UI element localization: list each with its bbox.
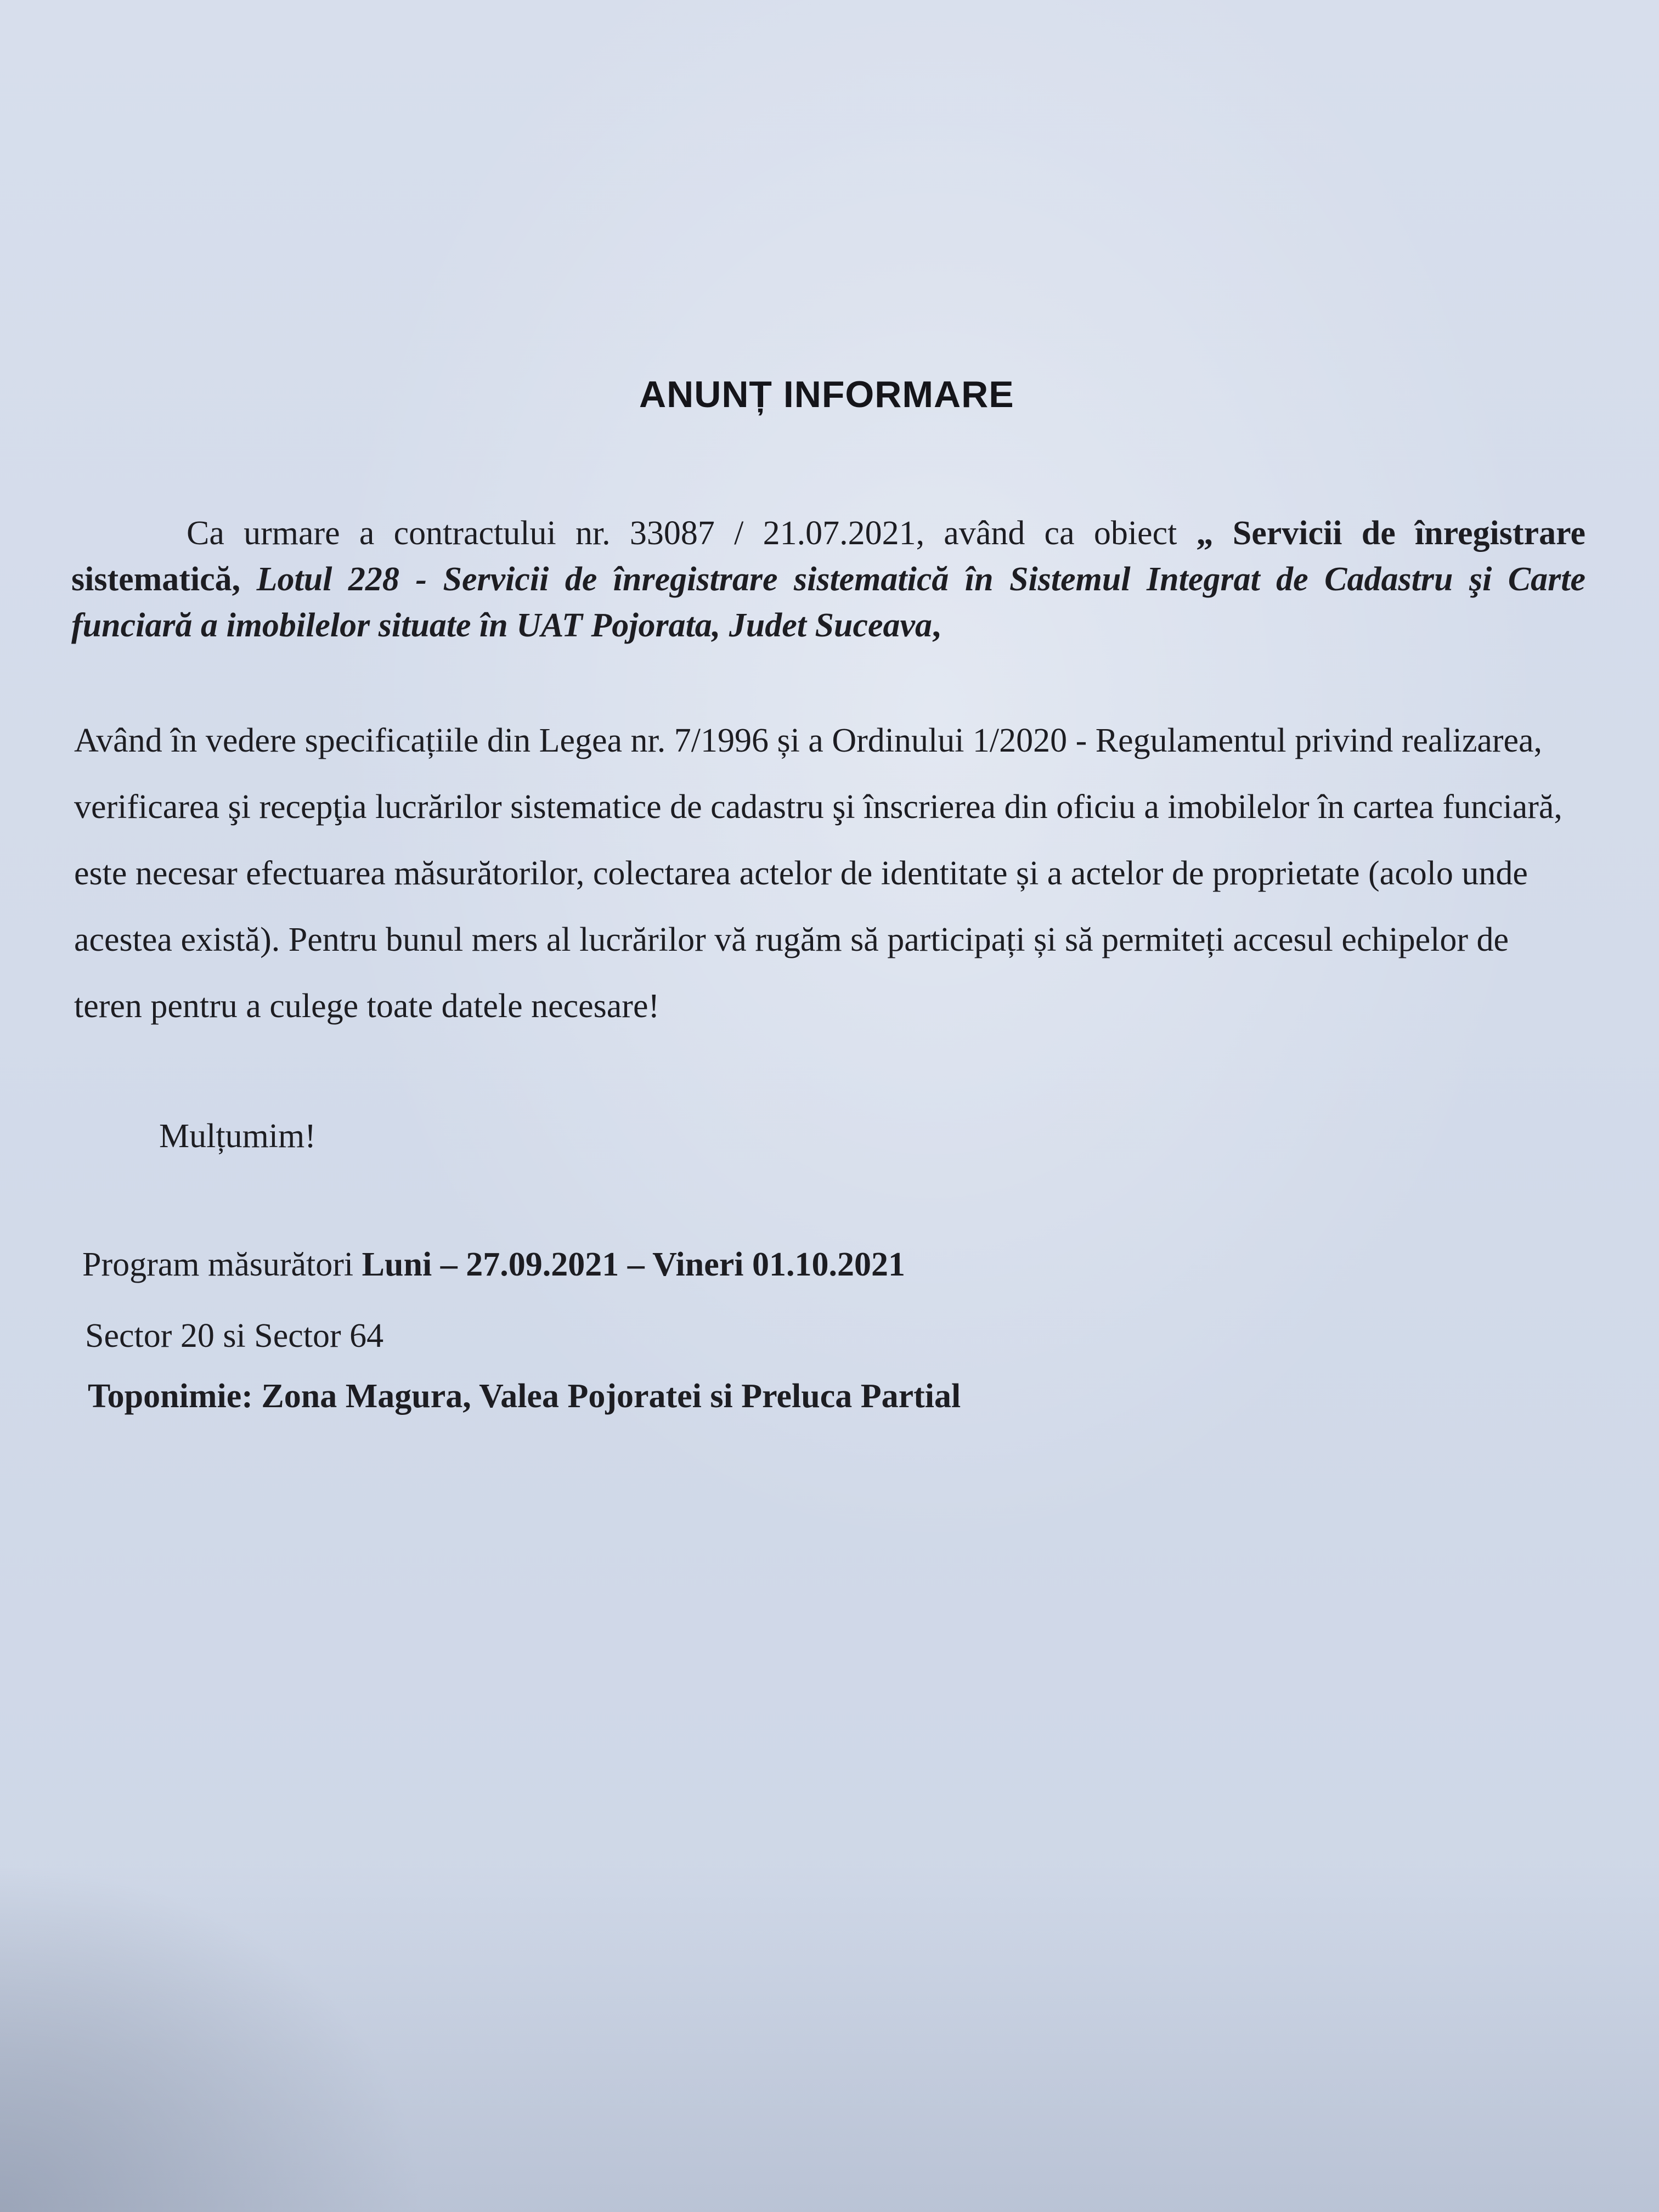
page-shadow-bottom [0,1865,1659,2212]
intro-bold: „ Servicii de înregistrare sistematică, [71,515,1585,598]
intro-end: , [932,607,941,644]
intro-paragraph [71,510,1585,648]
intro-plain: Ca urmare a contractului nr. 33087 / 21.07.2021, având ca obiect [187,515,1197,552]
sectors-line: Sector 20 si Sector 64 [85,1317,384,1355]
thanks-line: Mulțumim! [159,1118,316,1155]
schedule-dates: Luni – 27.09.2021 – Vineri 01.10.2021 [362,1246,906,1283]
schedule-label: Program măsurători [82,1246,362,1283]
intro-bold-italic: Lotul 228 - Servicii de înregistrare sistematică în Sistemul Integrat de Cadastru şi Carte funciară a imobilelor situate în UAT Pojorata, Judet Suceava [71,561,1586,644]
body-paragraph: Având în vedere specificațiile din Legea nr. 7/1996 și a Ordinului 1/2020 - Regulamentul privind realizarea, verificarea şi recepţia lucrărilor sistematice de cadastru şi înscrierea din oficiu a imobilelor în cartea funciară, este necesar efectuarea măsurătorilor, colectarea actelor de identitate și a actelor de proprietate (acolo unde acestea există). Pentru bunul mers al lucrărilor vă rugăm să participați și să permiteți accesul echipelor de teren pentru a culege toate datele necesare! [74,722,1562,1025]
toponymy-line: Toponimie: Zona Magura, Valea Pojoratei si Preluca Partial [88,1378,961,1415]
show-through-text [82,104,91,141]
document-title: ANUNȚ INFORMARE [639,374,1014,415]
schedule-line [82,1245,905,1284]
